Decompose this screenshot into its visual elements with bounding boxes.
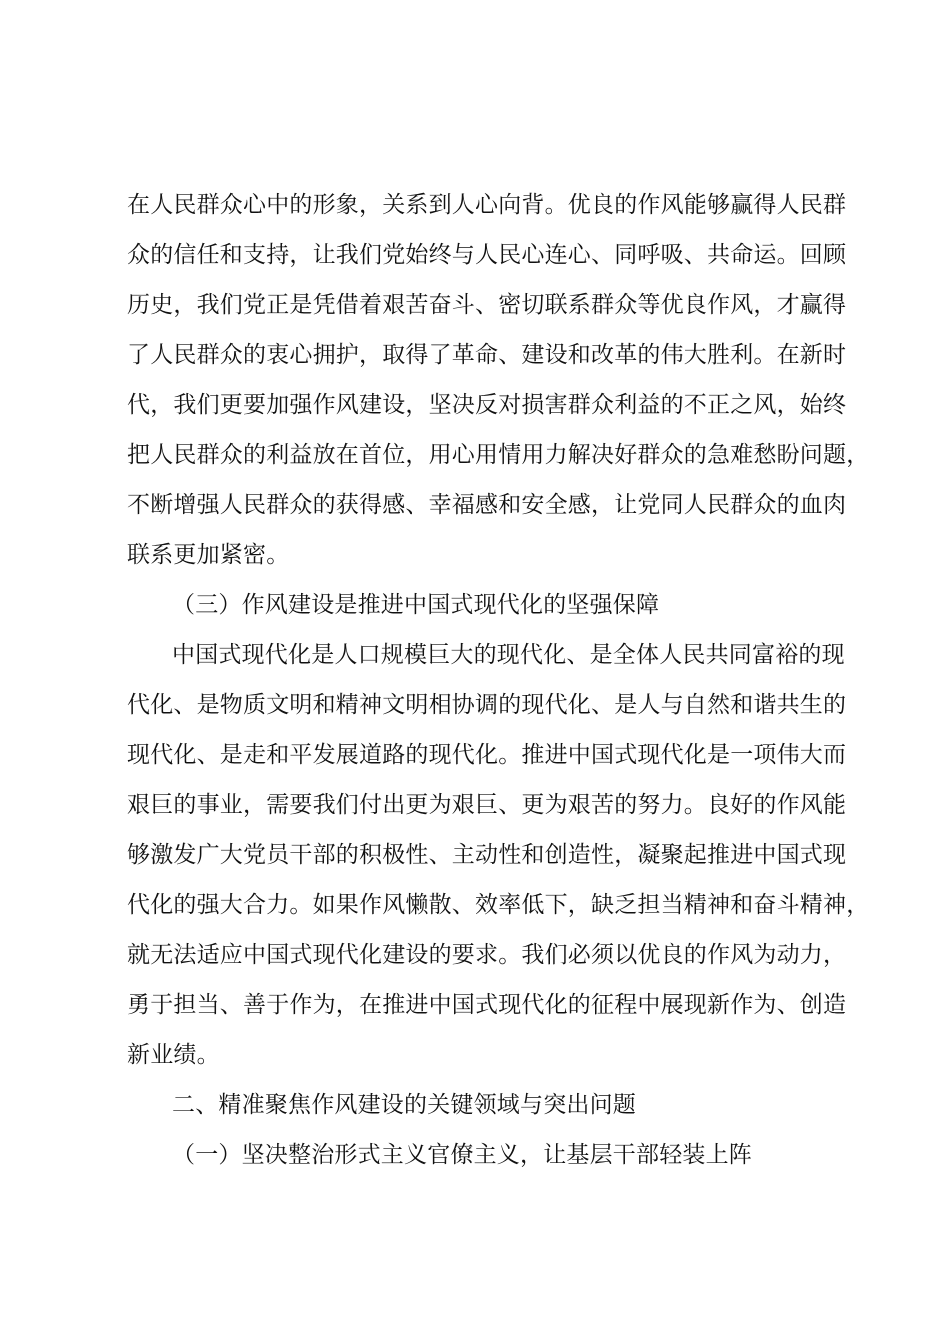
body-text-line: 不断增强人民群众的获得感、幸福感和安全感，让党同人民群众的血肉 (127, 492, 847, 518)
body-text-line: 联系更加紧密。 (127, 542, 290, 568)
body-text-line: 众的信任和支持，让我们党始终与人民心连心、同呼吸、共命运。回顾 (127, 242, 847, 268)
body-text-line: 勇于担当、善于作为，在推进中国式现代化的征程中展现新作为、创造 (127, 992, 847, 1018)
body-text-line: 代，我们更要加强作风建设，坚决反对损害群众利益的不正之风，始终 (127, 392, 847, 418)
body-text-line: 把人民群众的利益放在首位，用心用情用力解决好群众的急难愁盼问题， (127, 442, 870, 468)
body-text-line: 中国式现代化是人口规模巨大的现代化、是全体人民共同富裕的现 (172, 642, 845, 668)
body-text-line: 了人民群众的衷心拥护，取得了革命、建设和改革的伟大胜利。在新时 (127, 342, 847, 368)
body-text-line: 新业绩。 (127, 1042, 220, 1068)
section-heading: 二、精准聚焦作风建设的关键领域与突出问题 (172, 1092, 636, 1118)
body-text-line: 在人民群众心中的形象，关系到人心向背。优良的作风能够赢得人民群 (127, 192, 847, 218)
body-text-line: 够激发广大党员干部的积极性、主动性和创造性，凝聚起推进中国式现 (127, 842, 847, 868)
body-text-line: 代化、是物质文明和精神文明相协调的现代化、是人与自然和谐共生的 (127, 692, 847, 718)
body-text-line: 现代化、是走和平发展道路的现代化。推进中国式现代化是一项伟大而 (127, 742, 847, 768)
body-text-line: 代化的强大合力。如果作风懒散、效率低下，缺乏担当精神和奋斗精神， (127, 892, 870, 918)
subsection-heading: （三）作风建设是推进中国式现代化的坚强保障 (172, 592, 660, 618)
body-text-line: 历史，我们党正是凭借着艰苦奋斗、密切联系群众等优良作风，才赢得 (127, 292, 847, 318)
body-text-line: 艰巨的事业，需要我们付出更为艰巨、更为艰苦的努力。良好的作风能 (127, 792, 847, 818)
body-text-line: 就无法适应中国式现代化建设的要求。我们必须以优良的作风为动力， (127, 942, 847, 968)
subsection-heading: （一）坚决整治形式主义官僚主义，让基层干部轻装上阵 (172, 1142, 752, 1168)
